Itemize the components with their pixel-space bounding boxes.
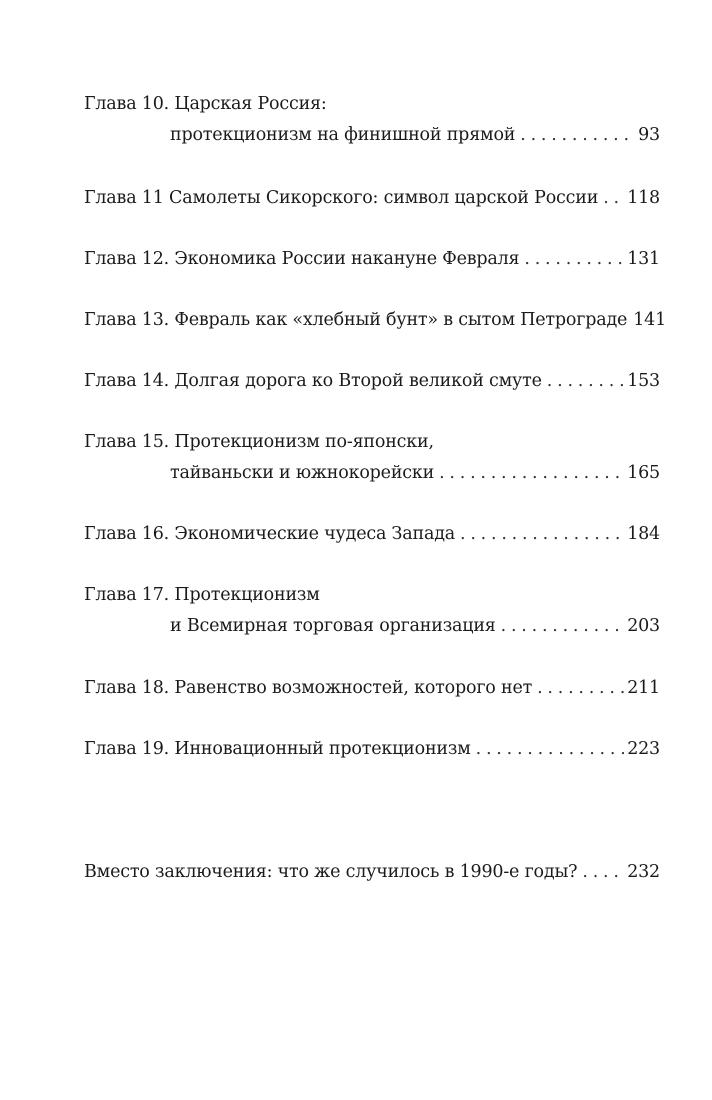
toc-entry-line — [84, 522, 660, 546]
toc-entry-title: Глава 10. Царская Россия: — [84, 94, 327, 114]
toc-entry-title: Глава 11 Самолеты Сикорского: символ царской России — [84, 188, 599, 208]
toc-entry-title: Глава 16. Экономические чудеса Запада — [84, 524, 456, 544]
toc-entry-line — [84, 308, 667, 332]
dot-leader — [547, 369, 624, 393]
toc-page-number: 153 — [627, 371, 660, 391]
toc-entry-line — [84, 737, 660, 761]
toc-entry-subtitle: протекционизм на финишной прямой — [170, 125, 516, 145]
toc-entry-title: Вместо заключения: что же случилось в 1990-е годы? — [84, 862, 578, 882]
toc-entry-subtitle: тайваньски и южнокорейски — [170, 463, 435, 483]
toc-entry-line — [84, 860, 660, 884]
toc-entry-title: Глава 17. Протекционизм — [84, 585, 320, 605]
dot-leader — [603, 186, 624, 210]
toc-page-number: 131 — [627, 249, 660, 269]
toc-page-number: 223 — [627, 739, 660, 759]
toc-entry-title: Глава 12. Экономика России накануне Февраля — [84, 249, 520, 269]
toc-entry-line — [84, 186, 660, 210]
toc-entry-title-cont — [170, 123, 660, 147]
dot-leader — [476, 737, 625, 761]
dot-leader — [524, 247, 624, 271]
toc-entry-title: Глава 14. Долгая дорога ко Второй великой смуте — [84, 371, 542, 391]
toc-entry-subtitle: и Всемирная торговая организация — [170, 616, 496, 636]
toc-page-number: 141 — [633, 310, 667, 330]
toc-page-number: 232 — [627, 862, 660, 882]
dot-leader — [537, 676, 624, 700]
toc-page-number: 118 — [627, 188, 660, 208]
toc-entry-title: Глава 18. Равенство возможностей, которого нет — [84, 678, 533, 698]
dot-leader — [460, 522, 624, 546]
dot-leader — [520, 123, 635, 147]
dot-leader — [501, 614, 625, 638]
toc-entry-line — [84, 369, 660, 393]
toc-entry-line — [84, 247, 660, 271]
toc-page-number: 203 — [627, 616, 660, 636]
toc-page-number: 93 — [638, 125, 660, 145]
dot-leader — [582, 860, 624, 884]
toc-entry-title-cont — [170, 461, 660, 485]
toc-page-number: 165 — [627, 463, 660, 483]
toc-entry-title: Глава 19. Инновационный протекционизм — [84, 739, 471, 759]
toc-entry-title: Глава 15. Протекционизм по-японски, — [84, 432, 434, 452]
toc-page-number: 211 — [627, 678, 660, 698]
dot-leader — [439, 461, 624, 485]
toc-entry-title: Глава 13. Февраль как «хлебный бунт» в сытом Петрограде — [84, 310, 628, 330]
toc-entry-title-cont — [170, 614, 660, 638]
toc-page-number: 184 — [627, 524, 660, 544]
toc-entry-line — [84, 676, 660, 700]
